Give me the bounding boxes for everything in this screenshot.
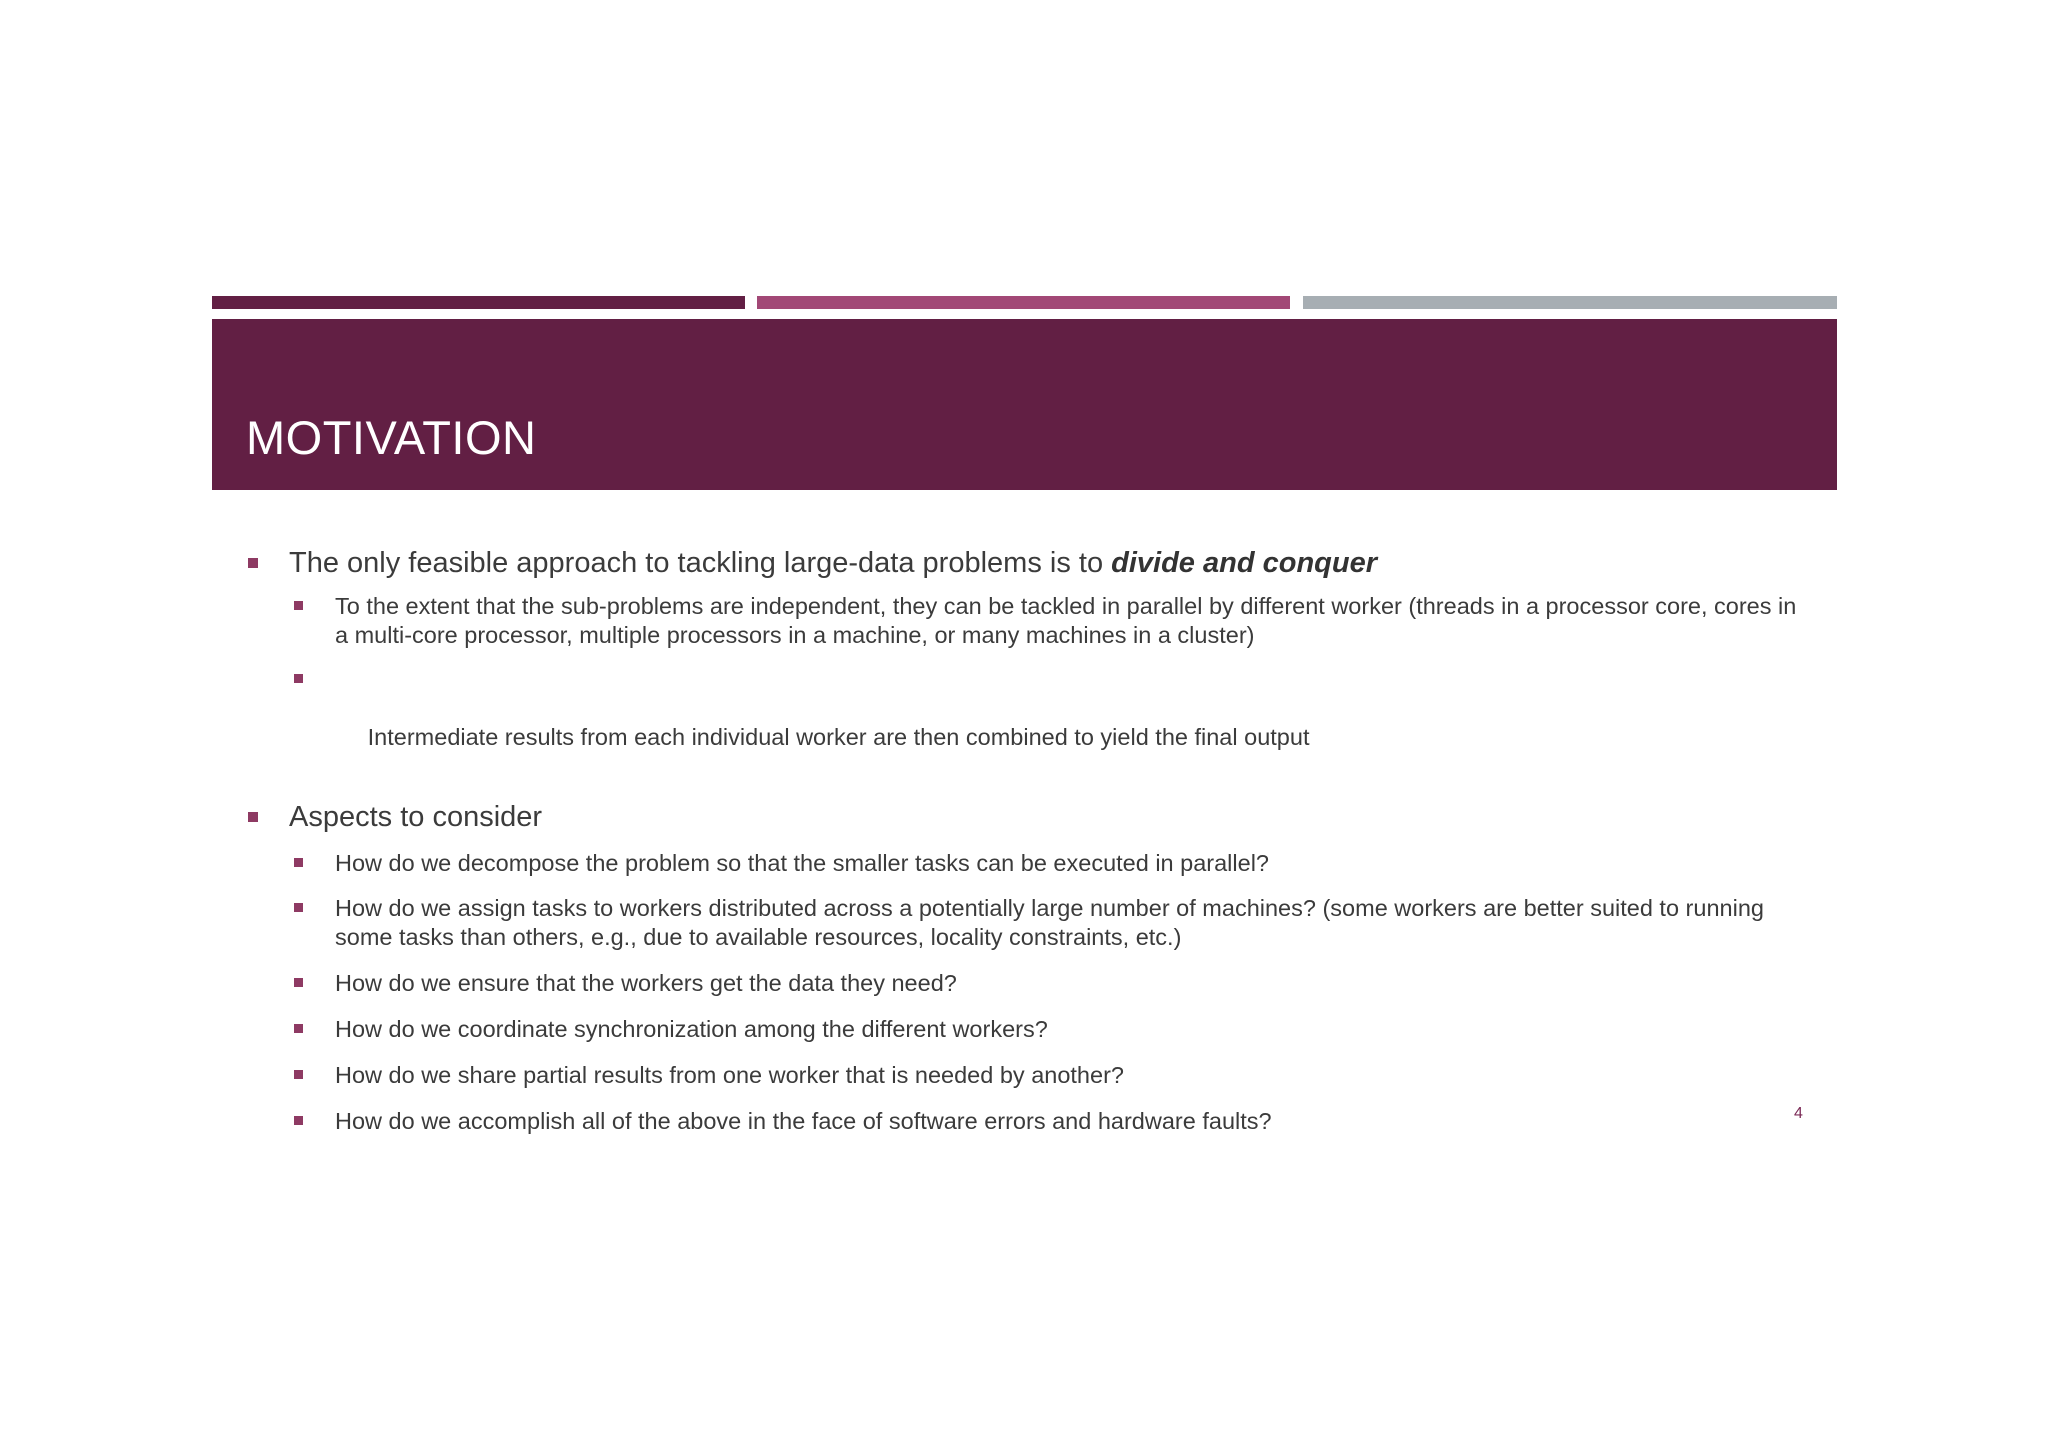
square-bullet-icon (294, 858, 303, 867)
square-bullet-icon (294, 1070, 303, 1079)
bullet-text: The only feasible approach to tackling large-data problems is to (289, 547, 1112, 579)
accent-bar-dark (212, 296, 745, 309)
accent-bar-gray (1303, 296, 1837, 309)
bullet-emphasis: divide and conquer (1111, 547, 1377, 579)
square-bullet-icon (294, 1116, 303, 1125)
sub-bullet-text: How do we share partial results from one worker that is needed by another? (335, 1062, 1124, 1088)
sub-bullet-partial-results (212, 1061, 1837, 1090)
slide-content (212, 540, 1837, 1136)
sub-bullet-text: To the extent that the sub-problems are independent, they can be tackled in parallel by different worker (threads in a processor core, cores in a multi-core processor, multiple processors in a machine, or many machines in a cluster) (335, 593, 1797, 648)
square-bullet-icon (294, 978, 303, 987)
sub-bullet-intermediate-results (212, 665, 1837, 781)
sub-bullet-text: How do we ensure that the workers get the data they need? (335, 970, 957, 996)
sub-bullet-text: How do we decompose the problem so that the smaller tasks can be executed in parallel? (335, 850, 1269, 876)
sub-bullet-text: How do we accomplish all of the above in the face of software errors and hardware faults? (335, 1108, 1272, 1134)
sub-bullet-synchronization (212, 1015, 1837, 1044)
sub-bullet-text: How do we coordinate synchronization among the different workers? (335, 1016, 1048, 1042)
square-bullet-icon (294, 674, 303, 683)
sub-bullet-text: How do we assign tasks to workers distributed across a potentially large number of machines? (some workers are better suited to running some tasks than others, e.g., due to available resources, locality constraints, etc.) (335, 895, 1764, 950)
accent-bar-medium (757, 296, 1290, 309)
bullet-aspects-to-consider (212, 800, 1837, 834)
square-bullet-icon (294, 903, 303, 912)
bullet-text: Aspects to consider (289, 801, 543, 833)
sub-bullet-independent-subproblems (212, 592, 1837, 650)
sub-bullet-text: Intermediate results from each individual worker are then combined to yield the final output (361, 724, 1310, 750)
sub-bullet-assign-tasks (212, 894, 1837, 952)
title-band (212, 319, 1837, 490)
page-number: 4 (1794, 1105, 1803, 1122)
square-bullet-icon (248, 558, 258, 568)
sub-bullet-decompose (212, 849, 1837, 878)
square-bullet-icon (248, 812, 258, 822)
square-bullet-icon (294, 601, 303, 610)
square-bullet-icon (294, 1024, 303, 1033)
sub-bullet-data-needed (212, 969, 1837, 998)
sub-bullet-fault-tolerance (212, 1107, 1837, 1136)
bullet-divide-and-conquer (212, 546, 1837, 580)
slide-title: MOTIVATION (246, 411, 537, 464)
